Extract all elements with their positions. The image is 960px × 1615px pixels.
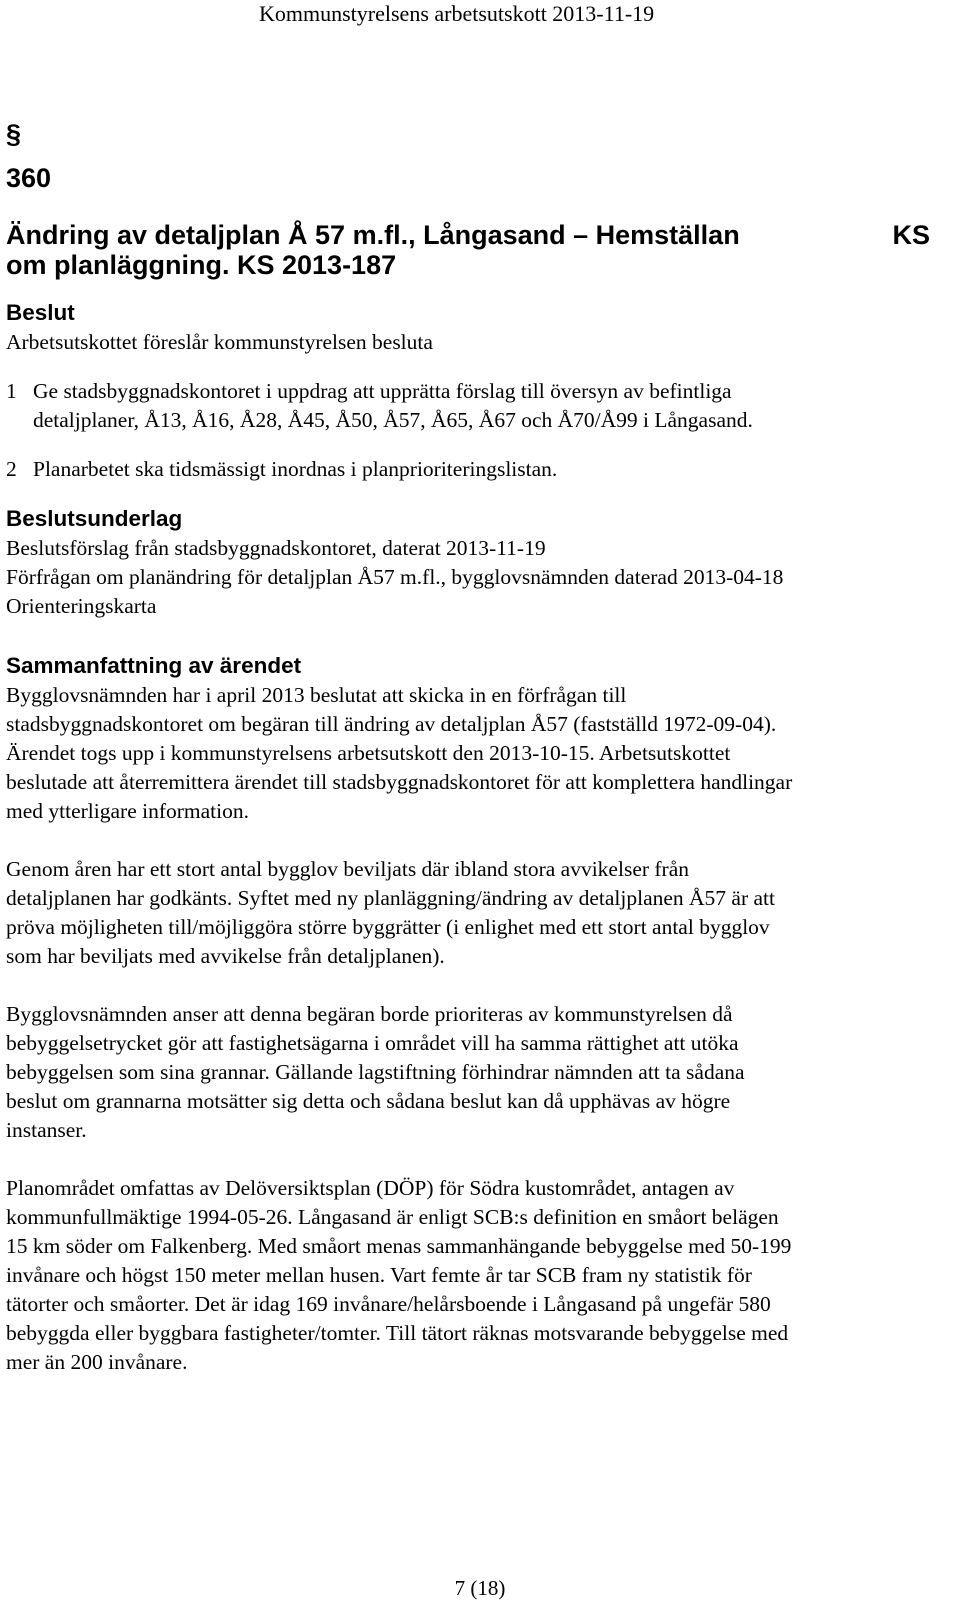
beslut-item-2 <box>6 455 936 484</box>
text-line: med ytterligare information. <box>6 799 249 823</box>
underlag-item: Beslutsförslag från stadsbyggnadskontoret, daterat 2013-11-19 <box>6 536 546 560</box>
sammanfattning-paragraph-2 <box>6 855 936 971</box>
ks-tag: KS <box>892 220 930 250</box>
underlag-item: Förfrågan om planändring för detaljplan Å57 m.fl., bygglovsnämnden daterad 2013-04-18 <box>6 565 784 589</box>
beslut-item-text: detaljplaner, Å13, Å16, Å28, Å45, Å50, Å57, Å65, Å67 och Å70/Å99 i Långasand. <box>33 408 753 432</box>
text-line: stadsbyggnadskontoret om begäran till ändring av detaljplan Å57 (fastställd 1972-09-04). <box>6 712 777 736</box>
case-title <box>6 220 936 280</box>
text-line: bebyggda eller byggbara fastigheter/tomter. Till tätort räknas motsvarande bebyggelse med <box>6 1321 789 1345</box>
beslut-heading: Beslut <box>6 300 75 325</box>
beslut-item-text: Ge stadsbyggnadskontoret i uppdrag att upprätta förslag till översyn av befintliga <box>33 379 732 403</box>
text-line: 15 km söder om Falkenberg. Med småort menas sammanhängande bebyggelse med 50-199 <box>6 1234 792 1258</box>
sammanfattning-paragraph-3 <box>6 1000 936 1145</box>
text-line: Bygglovsnämnden anser att denna begäran borde prioriteras av kommunstyrelsen då <box>6 1002 733 1026</box>
case-title-line-1: Ändring av detaljplan Å 57 m.fl., Långasand – Hemställan <box>6 220 740 250</box>
sammanfattning-heading: Sammanfattning av ärendet <box>6 653 302 678</box>
sammanfattning-paragraph-4 <box>6 1174 936 1377</box>
text-line: Genom åren har ett stort antal bygglov beviljats där ibland stora avvikelser från <box>6 857 690 881</box>
beslut-item-1 <box>6 377 936 435</box>
text-line: beslutade att återremittera ärendet till stadsbyggnadskontoret för att komplettera handlingar <box>6 770 793 794</box>
beslutsunderlag-heading: Beslutsunderlag <box>6 506 183 531</box>
case-number <box>6 112 936 156</box>
text-line: mer än 200 invånare. <box>6 1350 188 1374</box>
text-line: beslut om grannarna motsätter sig detta och sådana beslut kan då upphävas av högre <box>6 1089 731 1113</box>
text-line: Planområdet omfattas av Delöversiktsplan (DÖP) för Södra kustområdet, antagen av <box>6 1176 735 1200</box>
case-number-value: 360 <box>6 163 52 193</box>
text-line: bebyggelsen som sina grannar. Gällande lagstiftning förhindrar nämnden att ta sådana <box>6 1060 745 1084</box>
page-content <box>6 112 936 1377</box>
beslut-item-number: 1 <box>6 379 17 403</box>
page-number: 7 (18) <box>454 1576 506 1600</box>
text-line: som har beviljats med avvikelse från detaljplanen). <box>6 944 445 968</box>
text-line: bebyggelsetrycket gör att fastighetsägarna i området vill ha samma rättighet att utöka <box>6 1031 739 1055</box>
section-symbol: § <box>6 119 22 149</box>
case-title-line-2: om planläggning. KS 2013-187 <box>6 250 397 280</box>
text-line: detaljplanen har godkänts. Syftet med ny planläggning/ändring av detaljplanen Å57 är att <box>6 886 776 910</box>
text-line: pröva möjligheten till/möjliggöra större byggrätter (i enlighet med ett stort antal bygglov <box>6 915 770 939</box>
text-line: invånare och högst 150 meter mellan husen. Vart femte år tar SCB fram ny statistik för <box>6 1263 752 1287</box>
text-line: tätorter och småorter. Det är idag 169 invånare/helårsboende i Långasand på ungefär 580 <box>6 1292 771 1316</box>
running-header: Kommunstyrelsens arbetsutskott 2013-11-19 <box>259 1 655 26</box>
beslut-item-number: 2 <box>6 457 17 481</box>
text-line: instanser. <box>6 1118 87 1142</box>
text-line: Bygglovsnämnden har i april 2013 beslutat att skicka in en förfrågan till <box>6 683 627 707</box>
beslut-item-text: Planarbetet ska tidsmässigt inordnas i planprioriteringslistan. <box>33 457 558 481</box>
text-line: Ärendet togs upp i kommunstyrelsens arbetsutskott den 2013-10-15. Arbetsutskottet <box>6 741 731 765</box>
text-line: kommunfullmäktige 1994-05-26. Långasand är enligt SCB:s definition en småort belägen <box>6 1205 779 1229</box>
underlag-item: Orienteringskarta <box>6 594 157 618</box>
beslut-intro: Arbetsutskottet föreslår kommunstyrelsen besluta <box>6 330 433 354</box>
sammanfattning-paragraph-1 <box>6 681 936 826</box>
